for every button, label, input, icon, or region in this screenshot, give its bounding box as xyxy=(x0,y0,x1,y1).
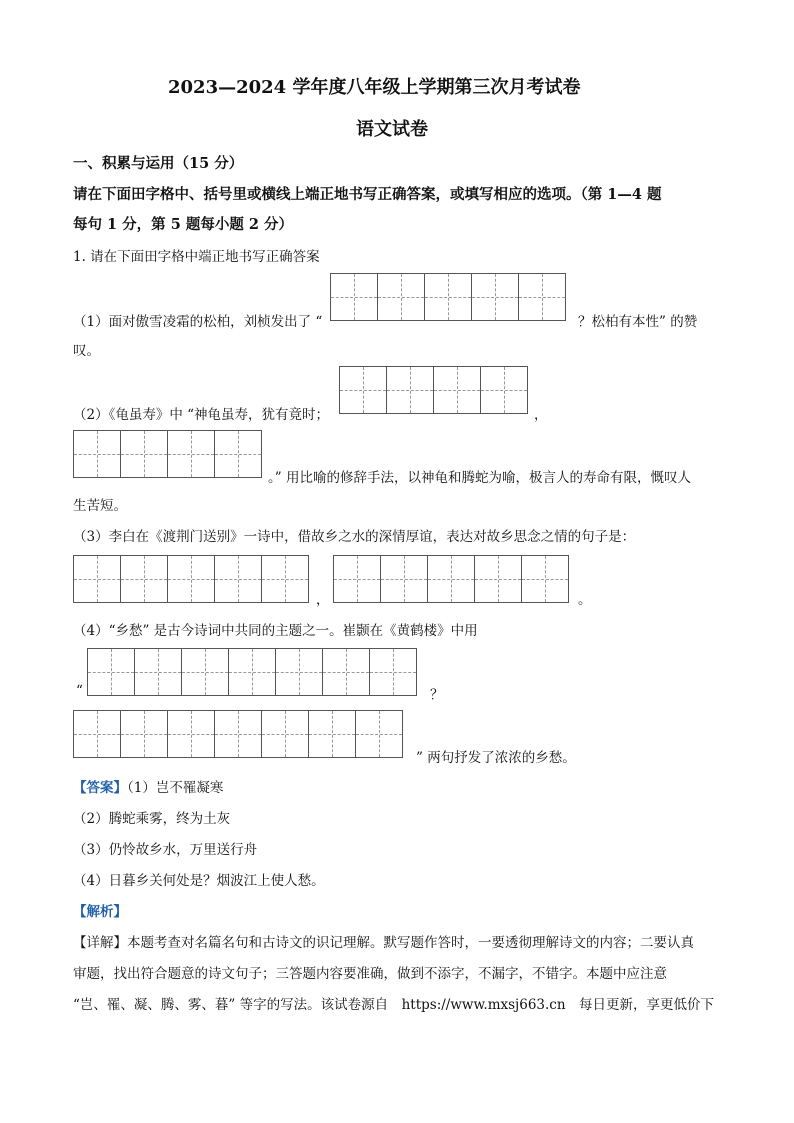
grid-cell[interactable] xyxy=(261,555,309,603)
grid-cell[interactable] xyxy=(330,273,378,321)
q4-answer-grid-b[interactable] xyxy=(73,710,403,758)
analysis-label: 【解析】 xyxy=(73,904,127,920)
grid-cell[interactable] xyxy=(134,648,182,696)
q4-stem: （4）“乡愁” 是古今诗词中共同的主题之一。崔颢在《黄鹤楼》中用 xyxy=(73,623,478,639)
grid-cell[interactable] xyxy=(339,366,387,414)
answer-block xyxy=(73,776,223,796)
q1-prefix: （1）面对傲雪凌霜的松柏，刘桢发出了 “ xyxy=(73,314,323,330)
detail-line-3: “岂、罹、凝、腾、雾、暮” 等字的写法。该试卷源自 https://www.mxsj663.cn 每日更新，享更低价下 xyxy=(73,997,715,1013)
grid-cell[interactable] xyxy=(214,555,262,603)
grid-cell[interactable] xyxy=(275,648,323,696)
question-1-stem: 1. 请在下面田字格中端正地书写正确答案 xyxy=(73,249,320,265)
grid-cell[interactable] xyxy=(369,648,417,696)
grid-cell[interactable] xyxy=(377,273,425,321)
instruction-line-2: 每句 1 分，第 5 题每小题 2 分） xyxy=(73,216,294,233)
grid-cell[interactable] xyxy=(73,430,121,478)
grid-cell[interactable] xyxy=(87,648,135,696)
grid-cell[interactable] xyxy=(333,555,381,603)
detail-label: 【详解】 xyxy=(73,935,127,951)
answer-3: （3）仍怜故乡水，万里送行舟 xyxy=(73,842,258,858)
q2-suffix: 。” 用比喻的修辞手法，以神龟和腾蛇为喻，极言人的寿命有限，慨叹人 xyxy=(268,470,691,486)
grid-cell[interactable] xyxy=(521,555,569,603)
q1-suffix: ？松柏有本性” 的赞 xyxy=(578,314,698,330)
grid-cell[interactable] xyxy=(424,273,472,321)
grid-cell[interactable] xyxy=(322,648,370,696)
grid-cell[interactable] xyxy=(120,430,168,478)
grid-cell[interactable] xyxy=(480,366,528,414)
page-subtitle: 语文试卷 xyxy=(356,119,428,140)
grid-cell[interactable] xyxy=(167,555,215,603)
q2-prefix: （2）《龟虽寿》中 “神龟虽寿，犹有竟时； xyxy=(73,407,330,423)
q4-answer-grid-a[interactable] xyxy=(87,648,417,696)
grid-cell[interactable] xyxy=(214,710,262,758)
grid-cell[interactable] xyxy=(380,555,428,603)
section-heading: 一、积累与运用（15 分） xyxy=(73,155,244,172)
answer-4: （4）日暮乡关何处是？烟波江上使人愁。 xyxy=(73,873,325,889)
grid-cell[interactable] xyxy=(228,648,276,696)
grid-cell[interactable] xyxy=(386,366,434,414)
grid-cell[interactable] xyxy=(120,710,168,758)
grid-cell[interactable] xyxy=(120,555,168,603)
q3-comma: ， xyxy=(316,592,330,608)
grid-cell[interactable] xyxy=(167,710,215,758)
grid-cell[interactable] xyxy=(433,366,481,414)
q1-answer-grid[interactable] xyxy=(330,273,566,321)
detail-line-1 xyxy=(73,931,694,951)
q4-open-quote: “ xyxy=(76,683,83,699)
q4-question-mark: ？ xyxy=(430,687,444,703)
grid-cell[interactable] xyxy=(261,710,309,758)
q3-stem: （3）李白在《渡荆门送别》一诗中，借故乡之水的深情厚谊，表达对故乡思念之情的句子是： xyxy=(73,529,636,545)
answer-2: （2）腾蛇乘雾，终为土灰 xyxy=(73,811,231,827)
page-title: 2023—2024 学年度八年级上学期第三次月考试卷 xyxy=(168,77,581,98)
grid-cell[interactable] xyxy=(427,555,475,603)
q3-period: 。 xyxy=(578,592,592,608)
grid-cell[interactable] xyxy=(474,555,522,603)
grid-cell[interactable] xyxy=(518,273,566,321)
answer-1: （1）岂不罹凝寒 xyxy=(127,780,224,796)
grid-cell[interactable] xyxy=(308,710,356,758)
q3-answer-grid-b[interactable] xyxy=(333,555,569,603)
q2-continuation: 生苦短。 xyxy=(73,498,127,514)
grid-cell[interactable] xyxy=(355,710,403,758)
q3-answer-grid-a[interactable] xyxy=(73,555,309,603)
grid-cell[interactable] xyxy=(73,710,121,758)
q2-answer-grid-b[interactable] xyxy=(73,430,262,478)
q2-answer-grid-a[interactable] xyxy=(339,366,528,414)
grid-cell[interactable] xyxy=(181,648,229,696)
grid-cell[interactable] xyxy=(214,430,262,478)
q4-suffix: ” 两句抒发了浓浓的乡愁。 xyxy=(416,750,576,766)
detail-line-2: 审题，找出符合题意的诗文句子；三答题内容要准确，做到不添字，不漏字，不错字。本题中应注意 xyxy=(73,966,667,982)
grid-cell[interactable] xyxy=(73,555,121,603)
grid-cell[interactable] xyxy=(471,273,519,321)
answer-label: 【答案】 xyxy=(73,780,127,796)
detail-text-1: 本题考查对名篇名句和古诗文的识记理解。默写题作答时，一要透彻理解诗文的内容；二要认真 xyxy=(127,935,694,951)
instruction-line-1: 请在下面田字格中、括号里或横线上端正地书写正确答案，或填写相应的选项。（第 1—4 题 xyxy=(73,186,662,203)
q1-continuation: 叹。 xyxy=(73,343,100,359)
q2-comma: ， xyxy=(534,407,548,423)
grid-cell[interactable] xyxy=(167,430,215,478)
